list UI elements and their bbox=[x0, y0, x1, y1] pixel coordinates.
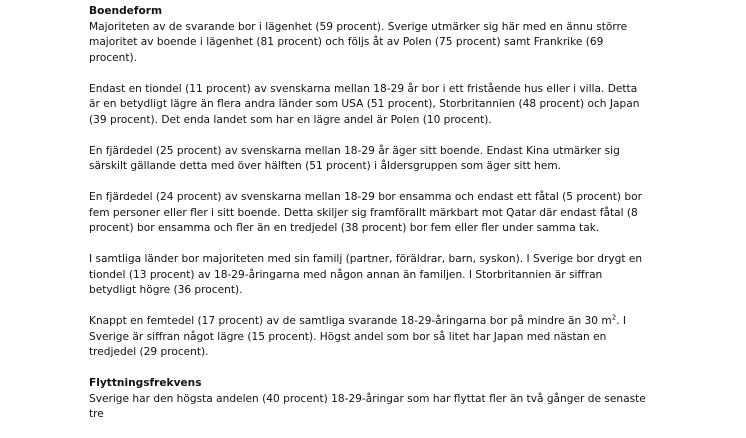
paragraph-household-size: En fjärdedel (24 procent) av svenskarna mellan 18-29 bor ensamma och endast ett fåtal (5 procent) bor fem personer eller fler i sitt boende. Detta skiljer sig framförallt märkbart mot Qatar där endast fåtal (8 procent) bor ensamma och fler än en tredjedel (38 procent) bor fem eller fler under samma tak. bbox=[89, 191, 642, 234]
section-heading-boendeform: Boendeform bbox=[89, 5, 162, 17]
living-space-text-a: Knappt en femtedel (17 procent) av de samtliga svarande 18-29-åringarna bor på mindre än 30 m bbox=[89, 315, 612, 327]
paragraph-house: Endast en tiondel (11 procent) av svenskarna mellan 18-29 år bor i ett fristående hus eller i villa. Detta är en betydligt lägre än flera andra länder som USA (51 procent), Storbritannien (48 procent) och Japan (39 procent). Det enda landet som har en lägre andel är Polen (10 procent). bbox=[89, 82, 640, 126]
document-page bbox=[89, 4, 649, 438]
paragraph-living-space bbox=[89, 314, 649, 361]
superscript: 2 bbox=[611, 313, 617, 322]
paragraph-family: I samtliga länder bor majoriteten med sin familj (partner, föräldrar, barn, syskon). I Sverige bor drygt en tiondel (13 procent) av 18-29-åringarna med någon annan än familjen. I Storbritannien är siffran betydligt högre (36 procent). bbox=[89, 253, 643, 296]
paragraph-ownership: En fjärdedel (25 procent) av svenskarna mellan 18-29 år äger sitt boende. Endast Kina utmärker sig särskilt gällande detta med över hälften (51 procent) i åldersgruppen som äger sitt hem. bbox=[89, 144, 620, 172]
section-heading-flyttningsfrekvens: Flyttningsfrekvens bbox=[89, 377, 202, 389]
paragraph-moving: Sverige har den högsta andelen (40 procent) 18-29-åringar som har flyttat fler än två gånger de senaste tre bbox=[89, 392, 646, 420]
paragraph-apartment: Majoriteten av de svarande bor i lägenhet (59 procent). Sverige utmärker sig här med en ännu större majoritet av boende i lägenhet (81 procent) och följs åt av Polen (75 procent) samt Frankrike (69 procent). bbox=[89, 20, 628, 64]
living-space-text-b: . I Sverige är siffran något lägre (15 procent). Högst andel som bor så litet har Japan med nästan en tredjedel (29 procent). bbox=[89, 315, 627, 358]
